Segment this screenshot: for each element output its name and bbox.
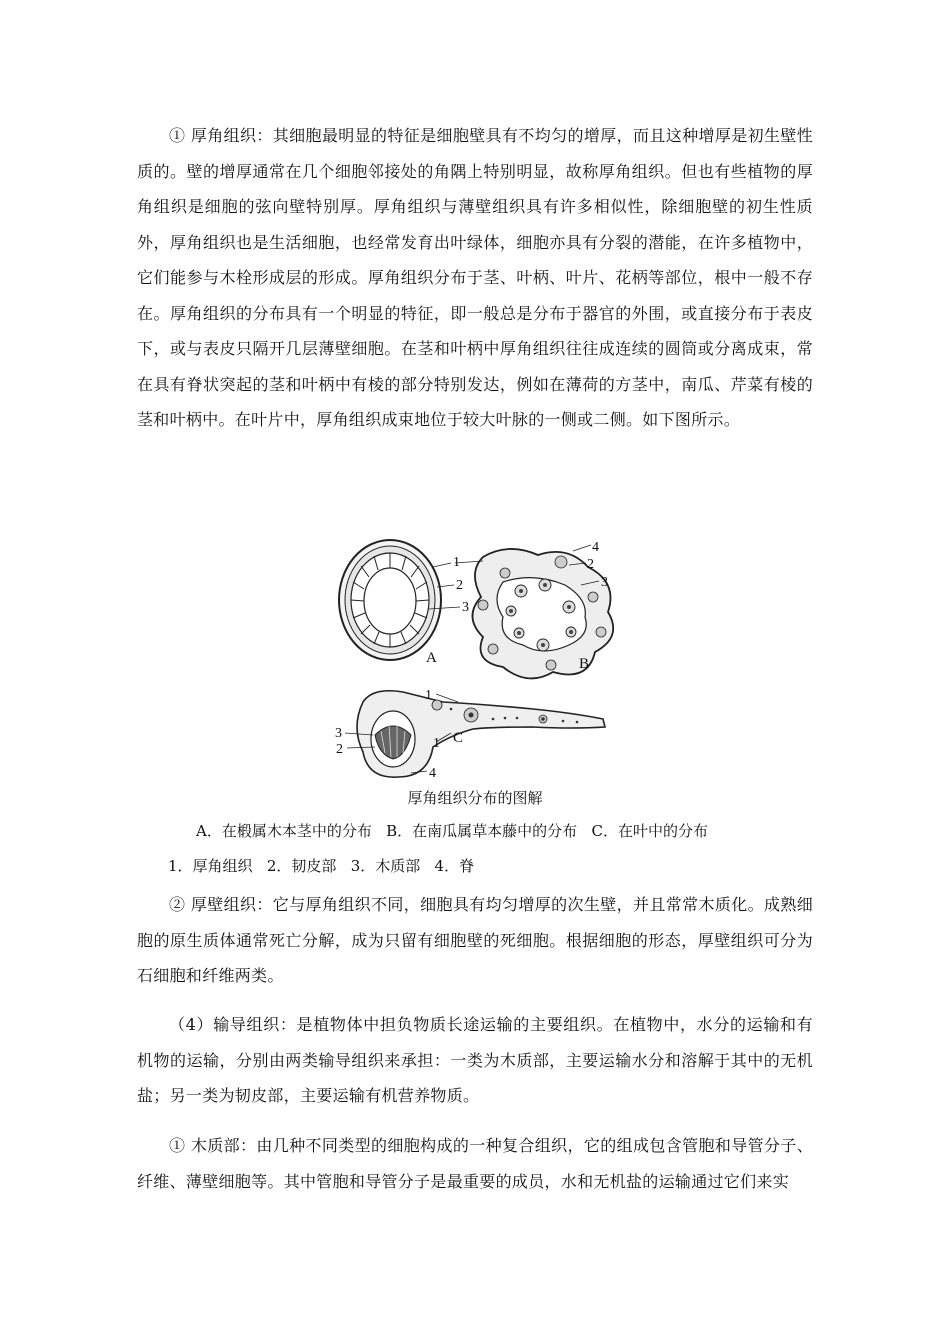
figure-c-leaf xyxy=(345,691,605,777)
collenchyma-paragraph: ① 厚角组织：其细胞最明显的特征是细胞壁具有不均匀的增厚，而且这种增厚是初生壁性质的。壁的增厚通常在几个细胞邻接处的角隅上特别明显，故称厚角组织。但也有些植物的厚角组织是细胞的弦向壁特别厚。厚角组织与薄壁组织具有许多相似性，除细胞壁的初生性质外，厚角组织也是生活细胞，也经常发育出叶绿体，细胞亦具有分裂的潜能，在许多植物中，它们能参与木栓形成层的形成。厚角组织分布于茎、叶柄、叶片、花柄等部位，根中一般不存在。厚角组织的分布具有一个明显的特征，即一般总是分布于器官的外围，或直接分布于表皮下，或与表皮只隔开几层薄壁细胞。在茎和叶柄中厚角组织往往成连续的圆筒或分离成束，常在具有脊状突起的茎和叶柄中有棱的部分特别发达，例如在薄荷的方茎中，南瓜、芹菜有棱的茎和叶柄中。在叶片中，厚角组织成束地位于较大叶脉的一侧或二侧。如下图所示。 xyxy=(137,126,813,429)
fig-b-letter: B xyxy=(579,656,590,672)
fig-a-letter: A xyxy=(426,650,437,666)
fig-c-label-4: 4 xyxy=(429,766,436,781)
conducting-tissue-section xyxy=(137,1007,813,1114)
conducting-tissue-paragraph: （4）输导组织：是植物体中担负物质长途运输的主要组织。在植物中，水分的运输和有机物的运输，分别由两类输导组织来承担：一类为木质部，主要运输水分和溶解于其中的无机盐；另一类为韧皮部，主要运输有机营养物质。 xyxy=(137,1015,813,1105)
fig-b-label-2: 2 xyxy=(587,557,594,572)
figure-legend-numbers: 1．厚角组织 2．韧皮部 3．木质部 4．脊 xyxy=(168,857,475,875)
sclerenchyma-paragraph: ② 厚壁组织：它与厚角组织不同，细胞具有均匀增厚的次生壁，并且常常木质化。成熟细胞的原生质体通常死亡分解，成为只留有细胞壁的死细胞。根据细胞的形态，厚壁组织可分为石细胞和纤维两类。 xyxy=(137,895,813,985)
fig-b-label-4: 4 xyxy=(592,540,599,555)
fig-c-label-1-top: 1 xyxy=(425,688,432,703)
fig-a-label-2: 2 xyxy=(456,578,463,593)
xylem-section xyxy=(137,1128,813,1199)
xylem-paragraph: ① 木质部：由几种不同类型的细胞构成的一种复合组织，它的组成包含管胞和导管分子、纤维、薄壁细胞等。其中管胞和导管分子是最重要的成员，水和无机盐的运输通过它们来实 xyxy=(137,1136,813,1191)
fig-c-label-3: 3 xyxy=(335,726,342,741)
collenchyma-section xyxy=(137,118,813,438)
figure-a-stem xyxy=(339,540,460,660)
figure-legend-abc: A．在椴属木本茎中的分布 B．在南瓜属草本藤中的分布 C．在叶中的分布 xyxy=(196,822,708,840)
fig-c-label-1-bottom: 1 xyxy=(433,736,440,751)
sclerenchyma-section xyxy=(137,887,813,994)
fig-a-label-3: 3 xyxy=(462,600,469,615)
fig-b-label-3: 3 xyxy=(601,575,608,590)
fig-c-letter: C xyxy=(453,730,464,746)
collenchyma-distribution-figure xyxy=(333,537,623,787)
fig-a-label-1: 1 xyxy=(453,555,460,570)
fig-c-label-2: 2 xyxy=(336,742,343,757)
figure-caption: 厚角组织分布的图解 xyxy=(407,789,543,807)
